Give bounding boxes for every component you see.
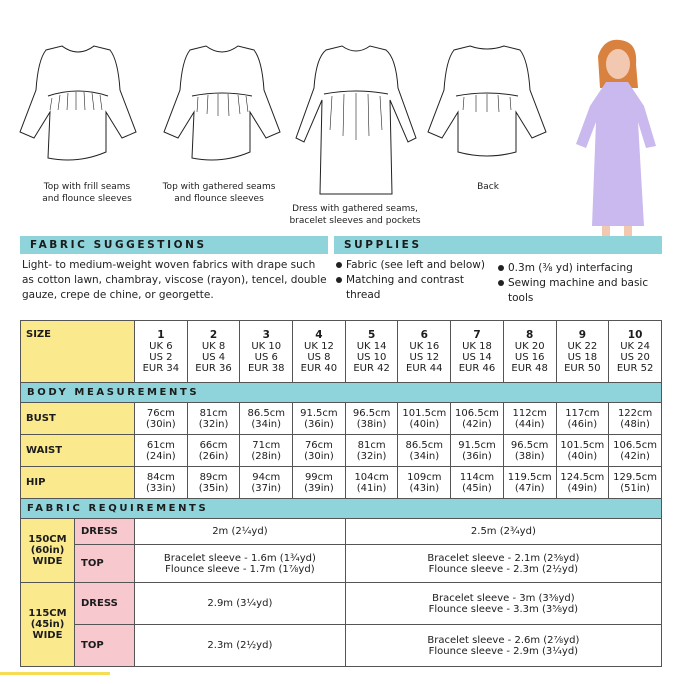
model-photo <box>564 36 676 236</box>
req-value: Bracelet sleeve - 2.6m (2⅞yd) Flounce sleeve - 2.9m (3¼yd) <box>345 625 661 667</box>
req-value: 2m (2¼yd) <box>135 519 346 545</box>
top-label: TOP <box>75 545 135 583</box>
supply-item: Matching and contrast thread <box>336 273 488 303</box>
supplies-list-2 <box>498 261 662 306</box>
size-label: SIZE <box>21 321 135 383</box>
width-115-label: 115CM (45in) WIDE <box>21 583 75 667</box>
size-col: 8 UK 20 US 16 EUR 48 <box>503 321 556 383</box>
req-value: Bracelet sleeve - 1.6m (1¾yd) Flounce sleeve - 1.7m (1⅞yd) <box>135 545 346 583</box>
size-col: 4 UK 12 US 8 EUR 40 <box>293 321 346 383</box>
fabric-requirements-header: FABRIC REQUIREMENTS <box>21 499 662 519</box>
req-row-150-top <box>21 545 662 583</box>
size-col: 7 UK 18 US 14 EUR 46 <box>451 321 504 383</box>
fabric-suggestions-header: FABRIC SUGGESTIONS <box>20 236 328 254</box>
fabric-suggestions-text: Light- to medium-weight woven fabrics with drape such as cotton lawn, chambray, viscose (rayon), tencel, double gauze, crepe de chine, or georgette. <box>22 259 327 301</box>
size-row <box>21 321 662 383</box>
top-label: TOP <box>75 625 135 667</box>
caption-dress: Dress with gathered seams, bracelet sleeves and pockets <box>289 204 421 226</box>
size-col: 10 UK 24 US 20 EUR 52 <box>609 321 662 383</box>
sketch-dress <box>292 40 420 200</box>
supply-item: Sewing machine and basic tools <box>498 276 662 306</box>
req-value: Bracelet sleeve - 3m (3⅜yd) Flounce sleeve - 3.3m (3⅝yd) <box>345 583 661 625</box>
size-col: 5 UK 14 US 10 EUR 42 <box>345 321 398 383</box>
req-row-150-dress <box>21 519 662 545</box>
caption-top-frill: Top with frill seams and flounce sleeves <box>42 182 132 204</box>
sketch-top-gathered <box>162 40 282 180</box>
width-150-label: 150CM (60in) WIDE <box>21 519 75 583</box>
body-measurements-header: BODY MEASUREMENTS <box>21 383 662 403</box>
supplies-header: SUPPLIES <box>334 236 662 254</box>
sketch-back <box>424 40 550 180</box>
dress-label: DRESS <box>75 519 135 545</box>
supply-item: 0.3m (⅜ yd) interfacing <box>498 261 662 276</box>
size-col: 2 UK 8 US 4 EUR 36 <box>187 321 240 383</box>
row-label: HIP <box>21 467 135 499</box>
bust-row: BUST 76cm (30in) 81cm (32in) 86.5cm (34in) 91.5cm (36in) 96.5cm (38in) 101.5cm (40in) 106.5cm (42in) 112cm (44in) 117cm (46in) 122cm (48in) <box>21 403 662 435</box>
hip-row: HIP 84cm (33in) 89cm (35in) 94cm (37in) 99cm (39in) 104cm (41in) 109cm (43in) 114cm (45in) 119.5cm (47in) 124.5cm (49in) 129.5cm (51in) <box>21 467 662 499</box>
caption-back: Back <box>477 182 499 192</box>
waist-row: WAIST 61cm (24in) 66cm (26in) 71cm (28in) 76cm (30in) 81cm (32in) 86.5cm (34in) 91.5cm (36in) 96.5cm (38in) 101.5cm (40in) 106.5cm (42in) <box>21 435 662 467</box>
size-col: 3 UK 10 US 6 EUR 38 <box>240 321 293 383</box>
req-value: Bracelet sleeve - 2.1m (2⅜yd) Flounce sleeve - 2.3m (2½yd) <box>345 545 661 583</box>
req-row-115-dress <box>21 583 662 625</box>
size-col: 6 UK 16 US 12 EUR 44 <box>398 321 451 383</box>
size-col: 9 UK 22 US 18 EUR 50 <box>556 321 609 383</box>
req-value: 2.3m (2½yd) <box>135 625 346 667</box>
supplies-list-1 <box>336 258 488 303</box>
req-row-115-top <box>21 625 662 667</box>
size-col: 1 UK 6 US 2 EUR 34 <box>135 321 188 383</box>
req-value: 2.9m (3¼yd) <box>135 583 346 625</box>
sketch-top-frill <box>18 40 138 180</box>
caption-top-gathered: Top with gathered seams and flounce sleeves <box>162 182 276 204</box>
dress-label: DRESS <box>75 583 135 625</box>
row-label: BUST <box>21 403 135 435</box>
supply-item: Fabric (see left and below) <box>336 258 488 273</box>
req-value: 2.5m (2¾yd) <box>345 519 661 545</box>
decorative-rule <box>0 672 110 675</box>
size-chart-table <box>20 320 662 667</box>
row-label: WAIST <box>21 435 135 467</box>
